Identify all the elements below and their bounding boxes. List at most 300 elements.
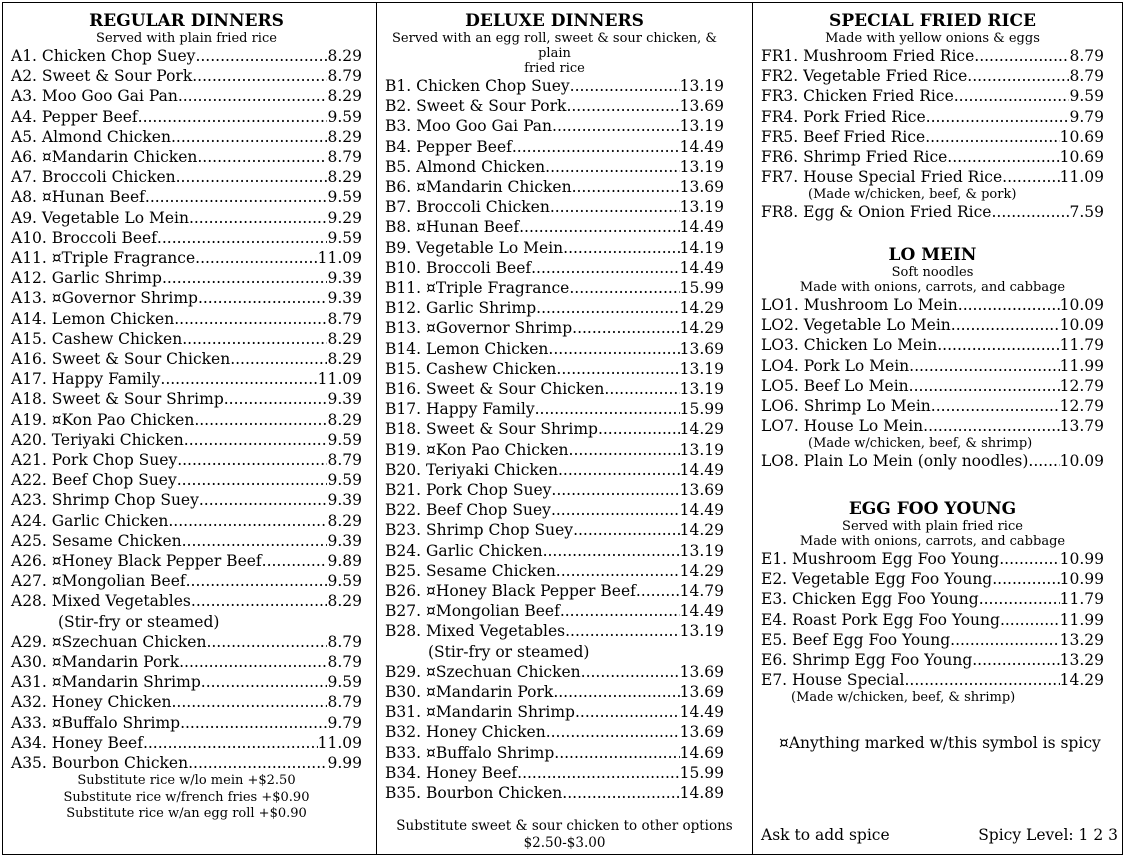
menu-item-label: Sesame Chicken <box>425 561 556 580</box>
menu-item-price: 9.59 <box>327 430 362 449</box>
menu-item-name <box>385 238 563 258</box>
menu-item-label: ¤Mongolian Beef <box>425 602 560 621</box>
dot-leader <box>1002 167 1059 187</box>
dot-leader <box>189 208 328 228</box>
dot-leader <box>182 531 328 551</box>
menu-item-price: 10.09 <box>1059 296 1104 314</box>
menu-item <box>385 278 724 298</box>
footer-lo-mein: Substitute rice w/lo mein +$2.50 <box>77 773 296 789</box>
lo-mein-list <box>761 295 1104 436</box>
menu-item <box>385 500 724 520</box>
menu-item <box>11 672 362 692</box>
menu-item-code: A20. <box>11 430 47 449</box>
menu-item-name <box>385 116 552 136</box>
menu-item <box>385 581 724 601</box>
menu-item-price: 12.79 <box>1059 397 1104 416</box>
dot-leader <box>179 652 327 672</box>
menu-item-code: B4. <box>385 137 412 156</box>
menu-item <box>761 295 1104 315</box>
dot-leader <box>556 561 680 581</box>
menu-item-label: Shrimp Chop Suey <box>51 491 199 510</box>
menu-item-name <box>11 46 195 66</box>
dot-leader <box>536 298 679 318</box>
menu-item <box>11 410 362 430</box>
menu-item-name <box>385 783 562 803</box>
menu-item <box>385 157 724 177</box>
menu-item-name <box>11 369 160 389</box>
menu-item <box>385 783 724 803</box>
menu-item <box>11 86 362 106</box>
menu-item-label: ¤Kon Pao Chicken <box>51 410 195 429</box>
menu-item-label: Chicken Chop Suey <box>416 77 570 95</box>
menu-item-code: B30. <box>385 682 422 701</box>
menu-item-name <box>11 349 230 369</box>
menu-item-label: Sweet & Sour Pork <box>41 67 193 86</box>
menu-item <box>385 702 724 722</box>
menu-item-price: 11.09 <box>317 733 362 752</box>
menu-item <box>11 389 362 409</box>
menu-item <box>11 733 362 753</box>
menu-item-price: 12.79 <box>1059 376 1104 395</box>
dot-leader <box>517 763 679 783</box>
menu-item-price: 14.49 <box>679 460 724 479</box>
menu-item-price: 8.79 <box>327 652 362 671</box>
menu-item-code: A13. <box>11 289 47 308</box>
lo-mein-subtitle-1: Soft noodles <box>891 265 974 280</box>
menu-item-name <box>11 147 197 167</box>
menu-item-name <box>11 86 178 106</box>
menu-item-label: Vegetable Egg Foo Young <box>792 570 993 589</box>
menu-item <box>11 591 362 611</box>
menu-item-price: 15.99 <box>679 763 724 782</box>
menu-item-price: 8.29 <box>327 511 362 530</box>
dot-leader <box>230 349 327 369</box>
menu-item-price: 8.79 <box>327 451 362 470</box>
menu-item-name <box>11 187 145 207</box>
menu-item-code: A5. <box>11 127 37 146</box>
menu-item-name <box>385 702 575 722</box>
menu-item-name <box>385 419 598 439</box>
menu-item-price: 10.09 <box>1059 452 1104 471</box>
menu-item <box>385 379 724 399</box>
menu-item-label: Pork Lo Mein <box>803 356 910 375</box>
menu-item <box>761 610 1104 630</box>
menu-item-price: 10.69 <box>1059 127 1104 146</box>
menu-item-name <box>11 107 138 127</box>
menu-item-price: 15.99 <box>679 279 724 298</box>
menu-item-name <box>11 511 168 531</box>
menu-item-price: 14.49 <box>679 258 724 277</box>
menu-item-code: E3. <box>761 590 788 609</box>
menu-item <box>761 127 1104 147</box>
menu-item-code: A22. <box>11 471 47 490</box>
menu-item-price: 14.29 <box>679 561 724 580</box>
menu-item-price: 14.29 <box>1059 671 1104 690</box>
menu-item-code: B17. <box>385 400 422 419</box>
menu-item-label: Bourbon Chicken <box>425 783 563 802</box>
menu-item-code: LO2. <box>761 316 799 335</box>
menu-item-price: 9.89 <box>327 552 362 571</box>
menu-item <box>11 470 362 490</box>
right-column <box>753 3 1124 854</box>
dot-leader <box>145 187 328 207</box>
menu-item <box>385 96 724 116</box>
dot-leader <box>171 127 328 147</box>
menu-item-name <box>11 490 199 510</box>
dot-leader <box>191 591 328 611</box>
menu-item-code: B7. <box>385 198 412 217</box>
menu-item-code: B28. <box>385 622 422 641</box>
dot-leader <box>598 419 680 439</box>
menu-item-code: B19. <box>385 440 422 459</box>
menu-item-label: Honey Beef <box>425 763 518 782</box>
menu-item <box>11 208 362 228</box>
dot-leader <box>201 672 328 692</box>
menu-item-code: E7. <box>761 671 788 690</box>
menu-item-name <box>11 167 176 187</box>
menu-item-price: 9.59 <box>1069 87 1104 106</box>
dot-leader <box>951 315 1060 335</box>
menu-item <box>11 127 362 147</box>
menu-item <box>761 416 1104 436</box>
dot-leader <box>194 410 327 430</box>
menu-item-price: 13.29 <box>1059 651 1104 670</box>
menu-item-code: LO8. <box>761 452 799 471</box>
deluxe-footer-1: Substitute sweet & sour chicken to other options <box>396 818 733 834</box>
menu-item-label: ¤Governor Shrimp <box>425 319 573 338</box>
menu-item-code: A17. <box>11 370 47 389</box>
menu-item-code: B31. <box>385 703 422 722</box>
menu-item-code: B20. <box>385 460 422 479</box>
menu-item <box>385 197 724 217</box>
menu-item-label: ¤Buffalo Shrimp <box>51 713 181 732</box>
menu-item-name <box>761 610 1000 630</box>
menu-item-code: B14. <box>385 339 422 358</box>
menu-item-price: 14.89 <box>679 783 724 802</box>
menu-item-label: ¤Triple Fragrance <box>425 279 570 298</box>
dot-leader <box>999 549 1059 569</box>
dot-leader <box>180 713 327 733</box>
menu-item-label: Mixed Vegetables <box>51 592 191 611</box>
menu-item-label: Egg & Onion Fried Rice <box>803 203 992 222</box>
menu-item <box>761 630 1104 650</box>
menu-item-code: E2. <box>761 570 788 589</box>
menu-item-label: Moo Goo Gai Pan <box>41 87 178 106</box>
menu-item <box>11 430 362 450</box>
dot-leader <box>195 248 317 268</box>
a28-note: (Stir-fry or steamed) <box>58 612 220 631</box>
footer-egg-roll: Substitute rice w/an egg roll +$0.90 <box>66 806 307 822</box>
dot-leader <box>581 662 680 682</box>
menu-item-price: 14.49 <box>679 501 724 520</box>
dot-leader <box>937 335 1059 355</box>
menu-item-code: A2. <box>11 67 37 86</box>
menu-item-name <box>11 208 189 228</box>
deluxe-subtitle-1: Served with an egg roll, sweet & sour chicken, & plain <box>392 31 717 61</box>
menu-item-code: A11. <box>11 249 47 268</box>
menu-item <box>385 238 724 258</box>
menu-item-label: Teriyaki Chicken <box>51 430 184 449</box>
regular-dinners-subtitle: Served with plain fried rice <box>96 31 277 46</box>
dot-leader <box>923 416 1059 436</box>
menu-item-price: 14.29 <box>679 299 724 318</box>
dot-leader <box>162 268 328 288</box>
menu-item-name <box>385 621 565 641</box>
menu-item-label: Chicken Lo Mein <box>803 336 938 355</box>
dot-leader <box>573 520 680 540</box>
menu-item-code: B35. <box>385 783 422 802</box>
menu-item-name <box>11 713 180 733</box>
menu-item-label: Sweet & Sour Chicken <box>51 350 231 369</box>
menu-item-name <box>385 561 556 581</box>
menu-item-price: 11.09 <box>1059 168 1104 187</box>
menu-item <box>761 335 1104 355</box>
menu-item <box>385 177 724 197</box>
menu-item-code: B10. <box>385 258 422 277</box>
menu-item <box>385 601 724 621</box>
menu-item <box>385 318 724 338</box>
menu-item-label: Vegetable Lo Mein <box>41 208 189 227</box>
dot-leader <box>224 389 328 409</box>
fried-rice-section <box>761 11 1104 223</box>
menu-item-label: Beef Lo Mein <box>803 376 909 395</box>
menu-item-code: A30. <box>11 652 47 671</box>
menu-item-code: A21. <box>11 451 47 470</box>
menu-item-code: B24. <box>385 541 422 560</box>
menu-item-name <box>761 630 950 650</box>
dot-leader <box>554 743 679 763</box>
menu-item-code: LO1. <box>761 296 799 314</box>
menu-item-label: Sweet & Sour Shrimp <box>51 390 224 409</box>
menu-item-name <box>385 76 570 96</box>
menu-item <box>761 376 1104 396</box>
menu-item <box>385 76 724 96</box>
menu-item <box>761 167 1104 187</box>
fried-rice-subtitle: Made with yellow onions & eggs <box>825 31 1040 46</box>
menu-item <box>385 339 724 359</box>
dot-leader <box>563 238 679 258</box>
menu-item-price: 13.19 <box>679 157 724 176</box>
menu-item-name <box>385 601 560 621</box>
menu-item-price: 14.69 <box>679 743 724 762</box>
dot-leader <box>168 511 327 531</box>
menu-item <box>11 329 362 349</box>
menu-item <box>761 202 1104 222</box>
menu-item-price: 8.29 <box>327 350 362 369</box>
egg-foo-young-subtitle-1: Served with plain fried rice <box>842 519 1023 534</box>
menu-item-label: ¤Buffalo Shrimp <box>425 743 555 762</box>
menu-item-label: ¤Szechuan Chicken <box>425 662 581 681</box>
menu-item <box>761 147 1104 167</box>
menu-item <box>761 66 1104 86</box>
menu-item-name <box>761 569 992 589</box>
menu-item-name <box>761 376 909 396</box>
menu-item-code: A6. <box>11 148 37 167</box>
menu-item <box>11 46 362 66</box>
menu-item-name <box>11 531 182 551</box>
menu-item-label: Broccoli Chicken <box>41 168 176 187</box>
menu-item-price: 10.69 <box>1059 148 1104 167</box>
menu-item-label: ¤Mandarin Chicken <box>416 178 572 197</box>
deluxe-footer-2: $2.50-$3.00 <box>523 834 606 851</box>
menu-item-label: Bourbon Chicken <box>51 753 189 772</box>
menu-item-price: 13.19 <box>679 117 724 136</box>
dot-leader <box>904 670 1059 690</box>
menu-item-name <box>11 268 162 288</box>
menu-item <box>385 359 724 379</box>
menu-item <box>385 662 724 682</box>
menu-item-price: 13.29 <box>1059 630 1104 649</box>
menu-item-price: 14.49 <box>679 137 724 156</box>
menu-item-code: A19. <box>11 410 47 429</box>
dot-leader <box>206 632 327 652</box>
egg-foo-young-subtitle-2: Made with onions, carrots, and cabbage <box>799 534 1066 549</box>
menu-item-price: 13.69 <box>679 97 724 116</box>
menu-item-label: Mixed Vegetables <box>425 622 566 641</box>
menu-item-label: Cashew Chicken <box>51 329 183 348</box>
menu-item-code: B26. <box>385 582 422 601</box>
dot-leader <box>143 733 318 753</box>
dot-leader <box>604 379 679 399</box>
menu-item-label: Vegetable Lo Mein <box>416 238 564 257</box>
dot-leader <box>531 258 680 278</box>
menu-item-price: 13.19 <box>679 380 724 399</box>
menu-item-label: Pork Chop Suey <box>51 451 178 470</box>
dot-leader <box>186 571 328 591</box>
menu-item-label: ¤Hunan Beef <box>41 188 145 207</box>
dot-leader <box>560 601 680 621</box>
menu-item <box>11 268 362 288</box>
menu-item-code: E4. <box>761 610 788 629</box>
menu-item-name <box>11 551 262 571</box>
menu-item-price: 14.79 <box>679 582 724 601</box>
menu-item-label: ¤Mandarin Chicken <box>41 148 198 167</box>
menu-item-price: 11.09 <box>317 370 362 389</box>
menu-item-label: ¤Mandarin Shrimp <box>51 673 201 692</box>
dot-leader <box>548 339 679 359</box>
dot-leader <box>636 581 680 601</box>
menu-item-price: 14.29 <box>679 319 724 338</box>
menu-item-label: Shrimp Lo Mein <box>803 397 931 416</box>
menu-item-code: B16. <box>385 380 422 399</box>
dot-leader <box>991 202 1069 222</box>
menu-item-name <box>761 589 979 609</box>
menu-item-name <box>11 632 206 652</box>
menu-item <box>761 356 1104 376</box>
menu-item-label: Sesame Chicken <box>51 531 182 550</box>
dot-leader <box>160 369 317 389</box>
menu-item-label: Cashew Chicken <box>425 359 557 378</box>
menu-item <box>385 440 724 460</box>
menu-item-code: B25. <box>385 561 422 580</box>
menu-item <box>11 228 362 248</box>
menu-item-label: Broccoli Beef <box>51 228 157 247</box>
menu-item-label: Broccoli Beef <box>425 258 532 277</box>
menu-item-code: A10. <box>11 228 47 247</box>
menu-item-label: Pepper Beef <box>41 107 138 126</box>
menu-item-price: 9.59 <box>327 673 362 692</box>
menu-item-price: 13.19 <box>679 440 724 459</box>
menu-item-label: Sweet & Sour Pork <box>416 97 567 116</box>
menu-item-name <box>385 217 519 237</box>
dot-leader <box>543 541 680 561</box>
menu-item-code: B2. <box>385 97 412 116</box>
dot-leader <box>562 783 679 803</box>
menu-item-code: E1. <box>761 550 788 568</box>
menu-item <box>11 511 362 531</box>
menu-item-label: Pork Chop Suey <box>425 481 552 500</box>
menu-item-label: Beef Egg Foo Young <box>792 630 951 649</box>
menu-item-price: 9.59 <box>327 188 362 207</box>
deluxe-dinners-list-2 <box>385 662 724 803</box>
menu-item-price: 14.49 <box>679 218 724 237</box>
dot-leader <box>569 440 680 460</box>
deluxe-footer <box>377 818 752 851</box>
dot-leader <box>177 450 327 470</box>
dot-leader <box>958 295 1060 315</box>
menu-item-name <box>385 440 569 460</box>
menu-item-code: A29. <box>11 632 47 651</box>
menu-item-price: 9.29 <box>327 208 362 227</box>
menu-item <box>11 571 362 591</box>
menu-item-price: 14.49 <box>679 703 724 722</box>
menu-item-label: Vegetable Fried Rice <box>803 67 968 86</box>
menu-item-code: B12. <box>385 299 422 318</box>
menu-item-code: A28. <box>11 592 47 611</box>
menu-item-name <box>11 66 192 86</box>
menu-item-code: A16. <box>11 350 47 369</box>
menu-item <box>11 66 362 86</box>
menu-item-name <box>761 315 951 335</box>
menu-item-price: 9.59 <box>327 228 362 247</box>
menu-item-label: Roast Pork Egg Foo Young <box>792 610 1000 629</box>
dot-leader <box>950 630 1059 650</box>
dot-leader <box>553 682 679 702</box>
dot-leader <box>176 167 328 187</box>
menu-item <box>11 652 362 672</box>
menu-item-label: Broccoli Chicken <box>416 198 550 217</box>
dot-leader <box>197 147 327 167</box>
menu-item-name <box>761 167 1002 187</box>
menu-item <box>385 763 724 783</box>
menu-item-label: ¤Mandarin Shrimp <box>425 703 575 722</box>
dot-leader <box>558 460 680 480</box>
menu-item-price: 11.99 <box>1059 356 1104 375</box>
menu-item-price: 13.19 <box>679 622 724 641</box>
menu-item-name <box>11 228 157 248</box>
dot-leader <box>157 228 328 248</box>
lo-mein-title: LO MEIN <box>888 245 977 265</box>
menu-item-name <box>385 379 604 399</box>
menu-item <box>11 551 362 571</box>
menu-item-price: 8.29 <box>327 329 362 348</box>
menu-item-price: 13.79 <box>1059 417 1104 436</box>
menu-item-code: B27. <box>385 602 422 621</box>
menu-item-price: 8.79 <box>327 67 362 86</box>
menu-item-price: 13.69 <box>679 481 724 500</box>
menu-item-code: A27. <box>11 572 47 591</box>
menu-item-label: Honey Chicken <box>51 693 172 712</box>
dot-leader <box>551 500 680 520</box>
menu-item <box>11 713 362 733</box>
menu-item-label: Beef Chop Suey <box>425 501 551 520</box>
menu-item-code: FR3. <box>761 87 799 106</box>
menu-item-name <box>385 137 512 157</box>
menu-item <box>761 569 1104 589</box>
menu-item-price: 8.79 <box>327 693 362 712</box>
menu-item-code: A8. <box>11 188 37 207</box>
menu-item <box>11 167 362 187</box>
